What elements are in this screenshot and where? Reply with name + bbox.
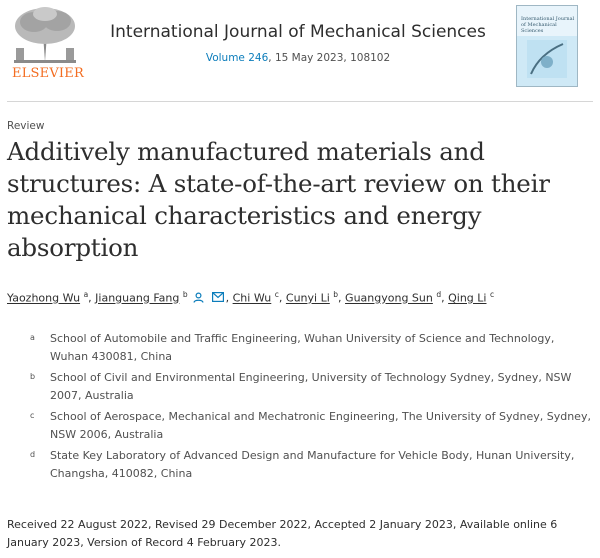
affiliation-text: State Key Laboratory of Advanced Design and Manufacture for Vehicle Body, Hunan University, Changsha, 410082, China [50,449,575,480]
author-affiliation-marker[interactable]: a [83,290,89,299]
author-link[interactable]: Cunyi Li [285,291,330,305]
journal-title[interactable]: International Journal of Mechanical Sciences [110,22,486,42]
affiliation-item [22,447,592,483]
author-link[interactable]: Guangyong Sun [345,291,433,305]
affiliation-letter: a [30,333,35,342]
author-affiliation-marker[interactable]: d [436,290,442,299]
author-list: Yaozhong Wu $^a$, Jianguang Fang $^b$ , Chi Wu $^c$, Cunyi Li $^b$, Guangyong Sun $^d$, Qing Li $^c$ [7,290,495,305]
envelope-icon[interactable] [212,292,224,305]
affiliation-text: School of Civil and Environmental Engineering, University of Technology Sydney, Sydney, NSW 2007, Australia [50,371,572,402]
journal-cover-thumbnail[interactable] [516,5,578,87]
affiliation-letter: b [30,372,36,381]
affiliation-list [22,330,592,486]
cover-journal-name: International Journal of Mechanical Sciences [521,16,575,34]
author-link[interactable]: Jianguang Fang [95,291,180,305]
journal-meta [108,52,488,64]
affiliation-letter: c [30,411,35,420]
affiliation-item [22,330,592,366]
journal-header [0,0,600,96]
article-history: Received 22 August 2022, Revised 29 December 2022, Accepted 2 January 2023, Available online 6 January 2023, Version of Record 4 February 2023. [7,518,558,549]
affiliation-item [22,408,592,444]
issue-info: , 15 May 2023, 108102 [268,52,391,64]
author-link[interactable]: Chi Wu [232,291,272,305]
affiliation-text: School of Automobile and Traffic Engineering, Wuhan University of Science and Technology, Wuhan 430081, China [50,332,555,363]
author-affiliation-marker[interactable]: b [333,290,339,299]
publisher-name: ELSEVIER [12,66,84,81]
author-affiliation-marker[interactable]: c [489,290,495,299]
affiliation-letter: d [30,450,36,459]
affiliation-item [22,369,592,405]
article-type-label: Review [7,120,45,132]
author-affiliation-marker[interactable]: c [274,290,279,299]
affiliation-text: School of Aerospace, Mechanical and Mechatronic Engineering, The University of Sydney, Sydney, NSW 2006, Australia [50,410,591,441]
elsevier-tree-icon [4,4,86,64]
header-divider [7,101,593,102]
cover-image [527,40,567,78]
article-title: Additively manufactured materials and structures: A state-of-the-art review on their mechanical characteristics and energy absorption [7,137,550,262]
author-link[interactable]: Qing Li [448,291,487,305]
elsevier-logo[interactable] [4,4,86,88]
author-link[interactable]: Yaozhong Wu [7,291,81,305]
volume-link[interactable]: Volume 246 [205,52,269,64]
author-affiliation-marker[interactable]: b [182,290,188,299]
person-icon[interactable] [193,292,204,306]
